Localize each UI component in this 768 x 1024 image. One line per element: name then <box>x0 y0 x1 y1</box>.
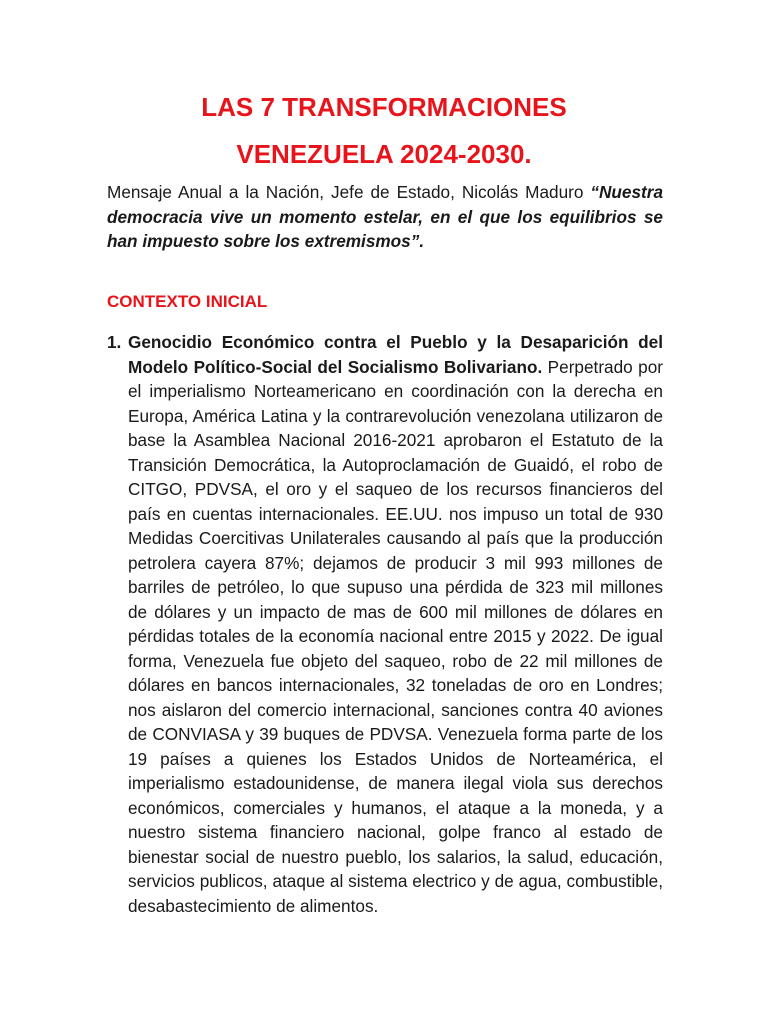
document-title-line-1: LAS 7 TRANSFORMACIONES <box>201 92 567 122</box>
document-title-line-2: VENEZUELA 2024-2030. <box>236 139 532 169</box>
list-item-lead: Genocidio Económico contra el Pueblo y la Desaparición del Modelo Político-Social del Socialismo Bolivariano. <box>128 332 663 377</box>
list-item-body <box>128 330 663 918</box>
intro-paragraph <box>107 180 663 254</box>
section-heading: CONTEXTO INICIAL <box>107 292 268 311</box>
list-item-number: 1. <box>107 332 122 352</box>
list-item-text: Perpetrado por el imperialismo Norteamericano en coordinación con la derecha en Europa, América Latina y la contrarevolución venezolana utilizaron de base la Asamblea Nacional 2016-2021 aprobaron el Estatuto de la Transición Democrática, la Autoproclamación de Guaidó, el robo de CITGO, PDVSA, el oro y el saqueo de los recursos financieros del país en cuentas internacionales. EE.UU. nos impuso un total de 930 Medidas Coercitivas Unilaterales causando al país que la producción petrolera cayera 87%; dejamos de producir 3 mil 993 millones de barriles de petróleo, lo que supuso una pérdida de 323 mil millones de dólares y un impacto de mas de 600 mil millones de dólares en pérdidas totales de la economía nacional entre 2015 y 2022. De igual forma, Venezuela fue objeto del saqueo, robo de 22 mil millones de dólares en bancos internacionales, 32 toneladas de oro en Londres; nos aislaron del comercio internacional, sanciones contra 40 aviones de CONVIASA y 39 buques de PDVSA. Venezuela forma parte de los 19 países a quienes los Estados Unidos de Norteamérica, el imperialismo estadounidense, de manera ilegal viola sus derechos económicos, comerciales y humanos, el ataque a la moneda, y a nuestro sistema financiero nacional, golpe franco al estado de bienestar social de nuestro pueblo, los salarios, la salud, educación, servicios publicos, ataque al sistema electrico y de agua, combustible, desabastecimiento de alimentos. <box>128 356 663 916</box>
intro-quote: “Nuestra democracia vive un momento estelar, en el que los equilibrios se han impuesto sobre los extremismos”. <box>107 182 663 251</box>
intro-text: Mensaje Anual a la Nación, Jefe de Estado, Nicolás Maduro <box>107 182 591 202</box>
list-item <box>107 330 663 918</box>
